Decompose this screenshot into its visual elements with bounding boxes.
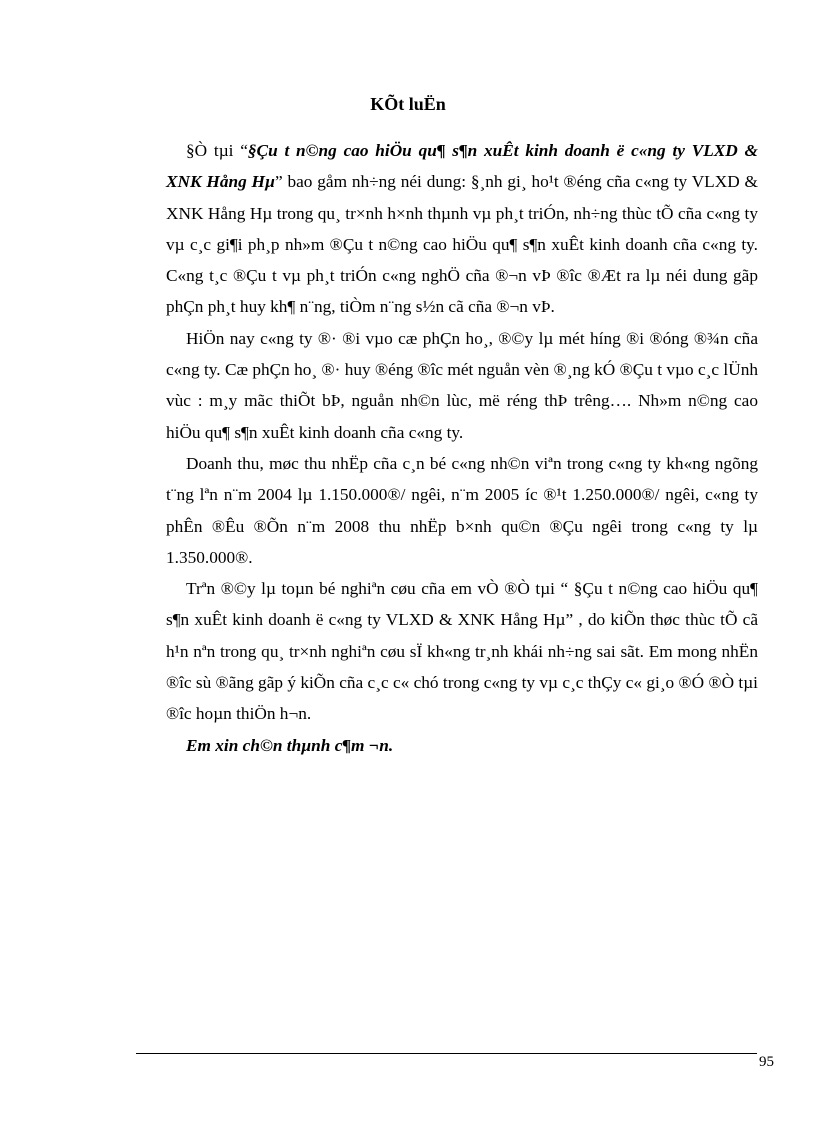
page-number: 95 (759, 1054, 774, 1070)
page-title: KÕt luËn (370, 94, 446, 114)
paragraph-1-text: ” bao gåm nh÷ng néi dung: §¸nh gi¸ ho¹t ®éng cña c«ng ty VLXD & XNK Hång Hµ trong qu¸ tr×nh h×nh thµnh vµ ph¸t triÓn, nh÷ng thùc tÕ cña c«ng ty vµ c¸c gi¶i ph¸p nh»m ®Çu t n©ng cao hiÖu qu¶ s¶n xuÊt kinh doanh cña c«ng ty. C«ng t¸c ®Çu t vµ ph¸t triÓn c«ng nghÖ cña ®¬n vÞ ®îc ®Æt ra lµ néi dung gãp phÇn ph¸t huy kh¶ n¨ng, tiÒm n¨ng s½n cã cña ®¬n vÞ. (166, 172, 758, 317)
paragraph-3: Doanh thu, møc thu nhËp cña c¸n bé c«ng nh©n viªn trong c«ng ty kh«ng ngõng t¨ng lªn n¨m 2004 lµ 1.150.000®/ ngêi, n¨m 2005 íc ®¹t 1.250.000®/ ngêi, c«ng ty phÊn ®Êu ®Õn n¨m 2008 thu nhËp b×nh qu©n ®Çu ngêi trong c«ng ty lµ 1.350.000®. (166, 453, 758, 567)
footer-divider (136, 1053, 757, 1054)
paragraph-2: HiÖn nay c«ng ty ®· ®i vµo cæ phÇn ho¸, ®©y lµ mét híng ®i ®óng ®¾n cña c«ng ty. Cæ phÇn ho¸ ®· huy ®éng ®îc mét nguån vèn ®¸ng kÓ ®Çu t vµo c¸c lÜnh vùc : m¸y mãc thiÕt bÞ, nguån nh©n lùc, më réng thÞ trêng…. Nh»m n©ng cao hiÖu qu¶ s¶n xuÊt kinh doanh cña c«ng ty. (166, 328, 758, 442)
paragraph-4: Trªn ®©y lµ toµn bé nghiªn cøu cña em vÒ ®Ò tµi “ §Çu t n©ng cao hiÖu qu¶ s¶n xuÊt kinh doanh ë c«ng ty VLXD & XNK Hång Hµ” , do kiÕn thøc thùc tÕ cã h¹n nªn trong qu¸ tr×nh nghiªn cøu sÏ kh«ng tr¸nh khái nh÷ng sai sãt. Em mong nhËn ®îc sù ®ãng gãp ý kiÕn cña c¸c c« chó trong c«ng ty vµ c¸c thÇy c« gi¸o ®Ó ®Ò tµi ®îc hoµn thiÖn h¬n. (166, 579, 758, 724)
paragraph-1 (166, 135, 758, 323)
paragraph-1-intro: §Ò tµi “ (186, 141, 248, 160)
closing-line: Em xin ch©n thµnh c¶m ¬n. (186, 735, 394, 755)
document-body (166, 135, 758, 761)
topic-title-emphasis: §Çu t n©ng cao hiÖu qu¶ s¶n xuÊt kinh doanh ë c«ng ty VLXD & XNK Hång Hµ (166, 141, 758, 192)
